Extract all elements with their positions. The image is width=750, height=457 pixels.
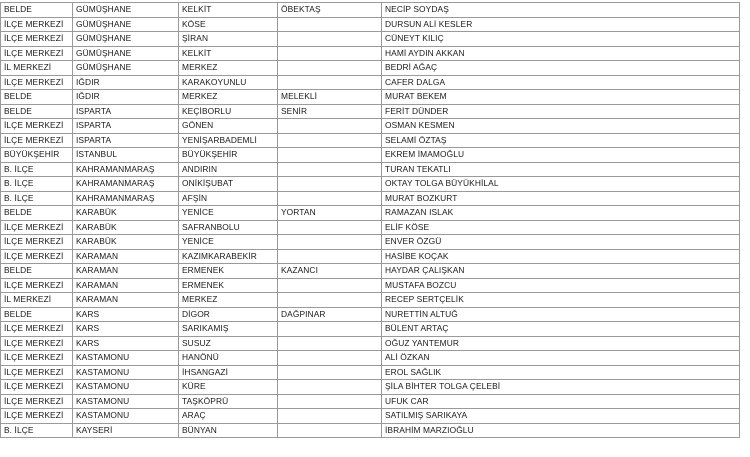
name-cell: ŞİLA BİHTER TOLGA ÇELEBİ bbox=[382, 380, 740, 395]
type-cell: İLÇE MERKEZİ bbox=[1, 133, 73, 148]
town-cell bbox=[278, 380, 382, 395]
province-cell: GÜMÜŞHANE bbox=[73, 3, 179, 18]
table-row bbox=[1, 17, 740, 32]
type-cell: BELDE bbox=[1, 3, 73, 18]
province-cell: KARS bbox=[73, 336, 179, 351]
province-cell: KARABÜK bbox=[73, 220, 179, 235]
type-cell: İLÇE MERKEZİ bbox=[1, 235, 73, 250]
name-cell: OĞUZ YANTEMUR bbox=[382, 336, 740, 351]
town-cell bbox=[278, 351, 382, 366]
table-row bbox=[1, 32, 740, 47]
name-cell: MURAT BOZKURT bbox=[382, 191, 740, 206]
name-cell: UFUK CAR bbox=[382, 394, 740, 409]
name-cell: TURAN TEKATLI bbox=[382, 162, 740, 177]
table-row bbox=[1, 90, 740, 105]
district-cell: MERKEZ bbox=[179, 293, 278, 308]
province-cell: KARS bbox=[73, 322, 179, 337]
name-cell: BÜLENT ARTAÇ bbox=[382, 322, 740, 337]
town-cell bbox=[278, 409, 382, 424]
province-cell: GÜMÜŞHANE bbox=[73, 61, 179, 76]
town-cell bbox=[278, 278, 382, 293]
name-cell: CÜNEYT KILIÇ bbox=[382, 32, 740, 47]
type-cell: İLÇE MERKEZİ bbox=[1, 365, 73, 380]
table-row bbox=[1, 293, 740, 308]
province-cell: KASTAMONU bbox=[73, 394, 179, 409]
type-cell: İLÇE MERKEZİ bbox=[1, 380, 73, 395]
town-cell bbox=[278, 177, 382, 192]
table-row bbox=[1, 220, 740, 235]
table-row bbox=[1, 191, 740, 206]
province-cell: ISPARTA bbox=[73, 104, 179, 119]
district-cell: ERMENEK bbox=[179, 278, 278, 293]
name-cell: OKTAY TOLGA BÜYÜKHİLAL bbox=[382, 177, 740, 192]
province-cell: IĞDIR bbox=[73, 75, 179, 90]
type-cell: İL MERKEZİ bbox=[1, 61, 73, 76]
type-cell: B. İLÇE bbox=[1, 191, 73, 206]
table-row bbox=[1, 351, 740, 366]
name-cell: ALİ ÖZKAN bbox=[382, 351, 740, 366]
town-cell bbox=[278, 133, 382, 148]
district-cell: SARIKAMIŞ bbox=[179, 322, 278, 337]
district-cell: YENİCE bbox=[179, 235, 278, 250]
name-cell: MUSTAFA BOZCU bbox=[382, 278, 740, 293]
province-cell: KASTAMONU bbox=[73, 351, 179, 366]
table-row bbox=[1, 133, 740, 148]
name-cell: NURETTİN ALTUĞ bbox=[382, 307, 740, 322]
type-cell: İLÇE MERKEZİ bbox=[1, 409, 73, 424]
town-cell bbox=[278, 235, 382, 250]
table-row bbox=[1, 264, 740, 279]
town-cell bbox=[278, 220, 382, 235]
name-cell: HAYDAR ÇALIŞKAN bbox=[382, 264, 740, 279]
type-cell: BELDE bbox=[1, 104, 73, 119]
table-row bbox=[1, 46, 740, 61]
table-row bbox=[1, 104, 740, 119]
province-cell: GÜMÜŞHANE bbox=[73, 46, 179, 61]
type-cell: İLÇE MERKEZİ bbox=[1, 394, 73, 409]
province-cell: KARAMAN bbox=[73, 264, 179, 279]
table-row bbox=[1, 322, 740, 337]
district-cell: İHSANGAZİ bbox=[179, 365, 278, 380]
type-cell: İLÇE MERKEZİ bbox=[1, 17, 73, 32]
name-cell: HAMİ AYDIN AKKAN bbox=[382, 46, 740, 61]
province-cell: KARAMAN bbox=[73, 249, 179, 264]
name-cell: MURAT BEKEM bbox=[382, 90, 740, 105]
town-cell bbox=[278, 191, 382, 206]
town-cell: ÖBEKTAŞ bbox=[278, 3, 382, 18]
province-cell: KARABÜK bbox=[73, 206, 179, 221]
type-cell: İLÇE MERKEZİ bbox=[1, 278, 73, 293]
table-row bbox=[1, 61, 740, 76]
type-cell: İLÇE MERKEZİ bbox=[1, 249, 73, 264]
province-cell: KARAMAN bbox=[73, 278, 179, 293]
province-cell: GÜMÜŞHANE bbox=[73, 32, 179, 47]
town-cell bbox=[278, 119, 382, 134]
table-row bbox=[1, 380, 740, 395]
district-cell: ERMENEK bbox=[179, 264, 278, 279]
name-cell: FERİT DÜNDER bbox=[382, 104, 740, 119]
results-table-body bbox=[1, 3, 740, 438]
type-cell: B. İLÇE bbox=[1, 423, 73, 438]
district-cell: AFŞİN bbox=[179, 191, 278, 206]
province-cell: KAYSERİ bbox=[73, 423, 179, 438]
table-row bbox=[1, 148, 740, 163]
type-cell: İLÇE MERKEZİ bbox=[1, 336, 73, 351]
district-cell: YENİCE bbox=[179, 206, 278, 221]
district-cell: KELKİT bbox=[179, 3, 278, 18]
name-cell: İBRAHİM MARZIOĞLU bbox=[382, 423, 740, 438]
name-cell: HASİBE KOÇAK bbox=[382, 249, 740, 264]
district-cell: MERKEZ bbox=[179, 61, 278, 76]
district-cell: ARAÇ bbox=[179, 409, 278, 424]
name-cell: CAFER DALGA bbox=[382, 75, 740, 90]
name-cell: SATILMIŞ SARIKAYA bbox=[382, 409, 740, 424]
table-row bbox=[1, 423, 740, 438]
type-cell: İLÇE MERKEZİ bbox=[1, 46, 73, 61]
province-cell: KASTAMONU bbox=[73, 365, 179, 380]
type-cell: BELDE bbox=[1, 307, 73, 322]
name-cell: SELAMİ ÖZTAŞ bbox=[382, 133, 740, 148]
province-cell: KAHRAMANMARAŞ bbox=[73, 162, 179, 177]
town-cell: DAĞPINAR bbox=[278, 307, 382, 322]
district-cell: KEÇİBORLU bbox=[179, 104, 278, 119]
district-cell: TAŞKÖPRÜ bbox=[179, 394, 278, 409]
type-cell: B. İLÇE bbox=[1, 177, 73, 192]
type-cell: B. İLÇE bbox=[1, 162, 73, 177]
province-cell: KARS bbox=[73, 307, 179, 322]
town-cell bbox=[278, 293, 382, 308]
province-cell: KARABÜK bbox=[73, 235, 179, 250]
town-cell bbox=[278, 365, 382, 380]
table-row bbox=[1, 75, 740, 90]
table-row bbox=[1, 162, 740, 177]
town-cell bbox=[278, 249, 382, 264]
type-cell: İLÇE MERKEZİ bbox=[1, 32, 73, 47]
province-cell: KARAMAN bbox=[73, 293, 179, 308]
town-cell bbox=[278, 148, 382, 163]
table-row bbox=[1, 409, 740, 424]
table-row bbox=[1, 394, 740, 409]
town-cell bbox=[278, 423, 382, 438]
table-row bbox=[1, 206, 740, 221]
district-cell: BÜNYAN bbox=[179, 423, 278, 438]
province-cell: KAHRAMANMARAŞ bbox=[73, 177, 179, 192]
table-row bbox=[1, 336, 740, 351]
name-cell: ENVER ÖZGÜ bbox=[382, 235, 740, 250]
name-cell: OSMAN KESMEN bbox=[382, 119, 740, 134]
name-cell: NECİP SOYDAŞ bbox=[382, 3, 740, 18]
district-cell: GÖNEN bbox=[179, 119, 278, 134]
name-cell: RECEP SERTÇELİK bbox=[382, 293, 740, 308]
district-cell: KELKİT bbox=[179, 46, 278, 61]
town-cell bbox=[278, 46, 382, 61]
type-cell: BELDE bbox=[1, 90, 73, 105]
name-cell: RAMAZAN ISLAK bbox=[382, 206, 740, 221]
name-cell: DURSUN ALİ KESLER bbox=[382, 17, 740, 32]
district-cell: ANDIRIN bbox=[179, 162, 278, 177]
table-row bbox=[1, 235, 740, 250]
name-cell: EROL SAĞLIK bbox=[382, 365, 740, 380]
town-cell: MELEKLİ bbox=[278, 90, 382, 105]
province-cell: ISPARTA bbox=[73, 119, 179, 134]
district-cell: KÖSE bbox=[179, 17, 278, 32]
province-cell: KAHRAMANMARAŞ bbox=[73, 191, 179, 206]
type-cell: BÜYÜKŞEHİR bbox=[1, 148, 73, 163]
district-cell: BÜYÜKŞEHİR bbox=[179, 148, 278, 163]
town-cell bbox=[278, 17, 382, 32]
district-cell: KAZIMKARABEKİR bbox=[179, 249, 278, 264]
province-cell: ISPARTA bbox=[73, 133, 179, 148]
type-cell: İLÇE MERKEZİ bbox=[1, 119, 73, 134]
name-cell: BEDRİ AĞAÇ bbox=[382, 61, 740, 76]
type-cell: İL MERKEZİ bbox=[1, 293, 73, 308]
table-row bbox=[1, 119, 740, 134]
province-cell: KASTAMONU bbox=[73, 380, 179, 395]
name-cell: ELİF KÖSE bbox=[382, 220, 740, 235]
table-row bbox=[1, 307, 740, 322]
district-cell: SAFRANBOLU bbox=[179, 220, 278, 235]
results-table bbox=[0, 2, 740, 438]
town-cell: KAZANCI bbox=[278, 264, 382, 279]
district-cell: KÜRE bbox=[179, 380, 278, 395]
type-cell: BELDE bbox=[1, 206, 73, 221]
table-row bbox=[1, 177, 740, 192]
table-row bbox=[1, 249, 740, 264]
town-cell bbox=[278, 75, 382, 90]
type-cell: İLÇE MERKEZİ bbox=[1, 75, 73, 90]
district-cell: SUSUZ bbox=[179, 336, 278, 351]
town-cell bbox=[278, 32, 382, 47]
town-cell bbox=[278, 61, 382, 76]
table-row bbox=[1, 278, 740, 293]
table-row bbox=[1, 365, 740, 380]
district-cell: HANÖNÜ bbox=[179, 351, 278, 366]
town-cell: SENİR bbox=[278, 104, 382, 119]
type-cell: İLÇE MERKEZİ bbox=[1, 322, 73, 337]
table-row bbox=[1, 3, 740, 18]
town-cell bbox=[278, 336, 382, 351]
town-cell bbox=[278, 162, 382, 177]
district-cell: YENİŞARBADEMLİ bbox=[179, 133, 278, 148]
district-cell: ONİKİŞUBAT bbox=[179, 177, 278, 192]
town-cell: YORTAN bbox=[278, 206, 382, 221]
town-cell bbox=[278, 322, 382, 337]
type-cell: İLÇE MERKEZİ bbox=[1, 220, 73, 235]
district-cell: DİGOR bbox=[179, 307, 278, 322]
district-cell: MERKEZ bbox=[179, 90, 278, 105]
type-cell: İLÇE MERKEZİ bbox=[1, 351, 73, 366]
province-cell: IĞDIR bbox=[73, 90, 179, 105]
district-cell: KARAKOYUNLU bbox=[179, 75, 278, 90]
province-cell: KASTAMONU bbox=[73, 409, 179, 424]
results-sheet bbox=[0, 2, 750, 455]
name-cell: EKREM İMAMOĞLU bbox=[382, 148, 740, 163]
town-cell bbox=[278, 394, 382, 409]
district-cell: ŞİRAN bbox=[179, 32, 278, 47]
province-cell: GÜMÜŞHANE bbox=[73, 17, 179, 32]
province-cell: İSTANBUL bbox=[73, 148, 179, 163]
type-cell: BELDE bbox=[1, 264, 73, 279]
